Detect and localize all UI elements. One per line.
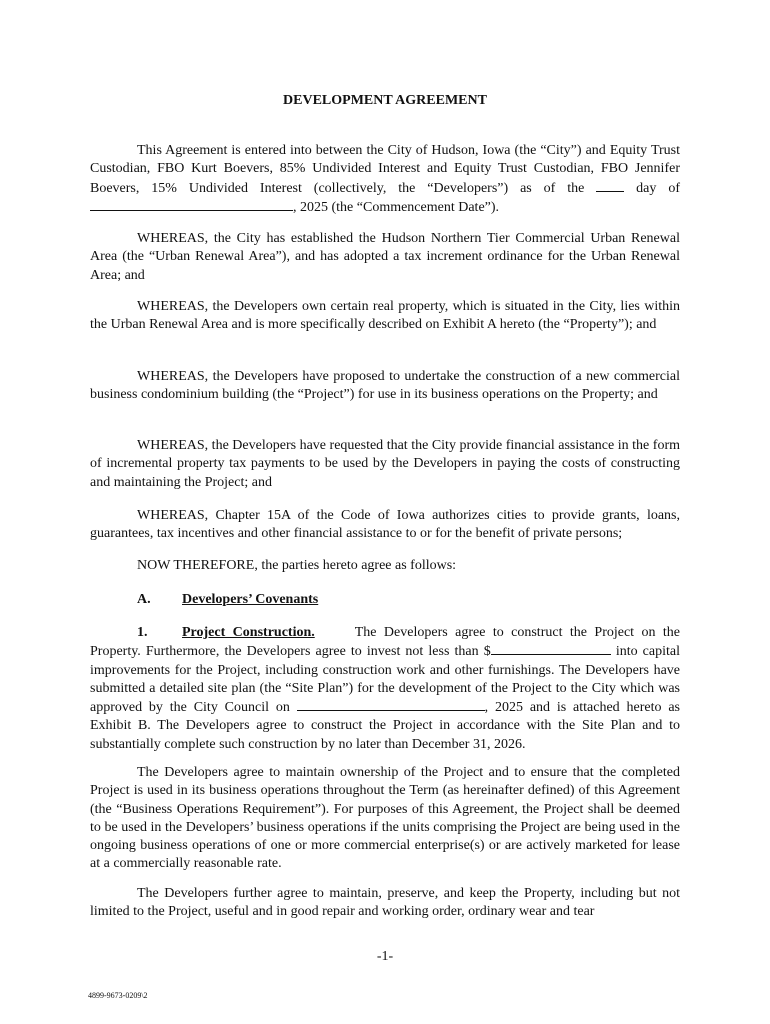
item-text-part1: The Developers agree to construct the Project on the Property. Furthermore, the Developers agree to invest not less than $: [90, 625, 681, 660]
document-id: 4899-9673-0209\2: [88, 991, 148, 1000]
recital-paragraph: WHEREAS, the Developers have proposed to undertake the construction of a new commercial business condominium building (the “Project”) for use in its business operations on the Property; and: [90, 369, 680, 403]
item-label: Project Construction.: [182, 625, 315, 640]
item-text-part3: , 2025 and is attached hereto as Exhibit B. The Developers agree to construct the Project in accordance with the Site Plan and to substantially complete such construction by no later than December 31, 2026.: [90, 700, 680, 752]
document-title: DEVELOPMENT AGREEMENT: [283, 93, 487, 108]
item-number: 1.: [137, 625, 148, 640]
item-heading: [137, 625, 315, 640]
recital-paragraph: WHEREAS, the City has established the Hudson Northern Tier Commercial Urban Renewal Area (the “Urban Renewal Area”), and has adopted a tax increment ordinance for the Urban Renewal Area; and: [90, 231, 680, 283]
recital-paragraph: WHEREAS, Chapter 15A of the Code of Iowa authorizes cities to provide grants, loans, guarantees, tax incentives and other financial assistance to or for the benefit of private persons;: [90, 508, 680, 542]
recital-paragraph: WHEREAS, the Developers own certain real property, which is situated in the City, lies within the Urban Renewal Area and is more specifically described on Exhibit A hereto (the “Property”); and: [90, 299, 680, 333]
section-number: A.: [137, 592, 151, 607]
maintenance-paragraph: The Developers further agree to maintain, preserve, and keep the Property, including but not limited to the Project, useful and in good repair and working order, ordinary wear and tear: [90, 886, 680, 920]
intro-paragraph: [90, 142, 680, 217]
recital-paragraph: WHEREAS, the Developers have requested that the City provide financial assistance in the form of incremental property tax payments to be used by the Developers in paying the costs of constructing and maintaining the Project; and: [90, 438, 680, 490]
intro-text-part2: day of: [624, 180, 680, 196]
day-blank: [596, 179, 624, 192]
section-label: Developers’ Covenants: [182, 592, 319, 607]
page-number: -1-: [376, 949, 394, 964]
item-text-part2: into capital improvements for the Project, including construction work and other furnishings. The Developers have submitted a detailed site plan (the “Site Plan”) for the development of the Project to the City which was approved by the City Council on: [90, 644, 680, 716]
approval-date-blank: [297, 698, 485, 711]
month-blank: [90, 198, 293, 211]
intro-text-part1: This Agreement is entered into between the City of Hudson, Iowa (the “City”) and Equity Trust Custodian, FBO Kurt Boevers, 85% Undivided Interest and Equity Trust Custodian, FBO Jennifer Boevers, 15% Undivided Interest (collectively, the “Developers”) as of the: [90, 143, 680, 196]
project-construction-paragraph: [90, 624, 680, 754]
ownership-paragraph: The Developers agree to maintain ownership of the Project and to ensure that the completed Project is used in its business operations throughout the Term (as hereinafter defined) of this Agreement (the “Business Operations Requirement”). For purposes of this Agreement, the Project shall be deemed to be used in the Developers’ business operations if the units comprising the Project are being used in the ongoing business operations of one or more commercial enterprise(s) or are actively marketed for lease at a commercially reasonable rate.: [90, 765, 680, 872]
section-heading: [137, 592, 318, 608]
now-therefore-paragraph: NOW THEREFORE, the parties hereto agree as follows:: [137, 558, 457, 573]
intro-text-part3: , 2025 (the “Commencement Date”).: [293, 199, 500, 215]
amount-blank: [491, 642, 611, 655]
